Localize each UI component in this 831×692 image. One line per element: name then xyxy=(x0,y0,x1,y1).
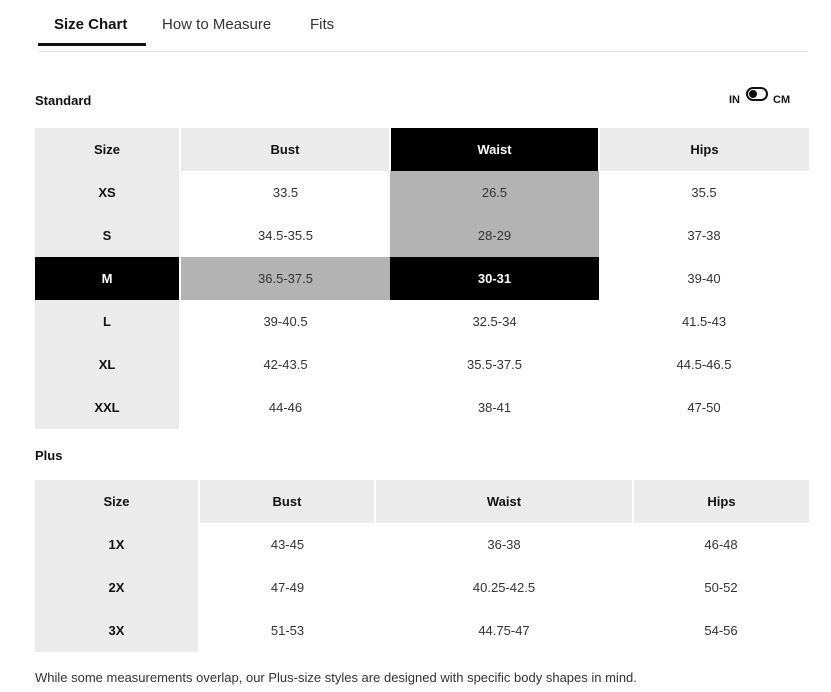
table-row xyxy=(35,523,809,566)
measurement-cell[interactable]: 42-43.5 xyxy=(180,343,390,386)
measurement-cell[interactable]: 39-40 xyxy=(687,271,721,286)
measurement-cell[interactable]: 44-46 xyxy=(180,386,390,429)
table-row xyxy=(35,300,809,343)
measurement-cell[interactable]: 28-29 xyxy=(390,214,599,257)
measurement-cell[interactable]: 51-53 xyxy=(199,609,375,652)
measurement-cell[interactable]: 44.5-46.5 xyxy=(676,357,732,372)
table-row xyxy=(35,386,809,429)
column-header-waist[interactable]: Waist xyxy=(375,480,633,523)
table-row xyxy=(35,214,809,257)
size-label-cell[interactable]: L xyxy=(35,300,180,343)
unit-label-cm[interactable]: CM xyxy=(773,94,791,106)
unit-label-in[interactable]: IN xyxy=(729,94,740,106)
measurement-cell[interactable]: 47-50 xyxy=(687,400,721,415)
measurement-cell[interactable]: 33.5 xyxy=(180,171,390,214)
plus-size-table xyxy=(35,480,809,652)
column-header-bust[interactable]: Bust xyxy=(180,128,390,171)
tab-how-to-measure[interactable]: How to Measure xyxy=(162,16,272,33)
measurement-cell[interactable]: 37-38 xyxy=(687,228,721,243)
measurement-cell[interactable]: 43-45 xyxy=(199,523,375,566)
measurement-cell[interactable]: 54-56 xyxy=(704,623,738,638)
table-row xyxy=(35,609,809,652)
measurement-cell[interactable]: 47-49 xyxy=(199,566,375,609)
column-header-bust[interactable]: Bust xyxy=(199,480,375,523)
measurement-cell[interactable]: 38-41 xyxy=(477,400,512,415)
measurement-cell[interactable]: 26.5 xyxy=(390,171,599,214)
plus-section-title: Plus xyxy=(35,448,63,463)
measurement-cell[interactable]: 35.5 xyxy=(691,185,717,200)
size-label-cell[interactable]: 2X xyxy=(35,566,199,609)
column-header-size[interactable]: Size xyxy=(35,128,180,171)
size-label-cell[interactable]: XS xyxy=(35,171,180,214)
size-footnote: While some measurements overlap, our Plus-size styles are designed with specific body shapes in mind. xyxy=(35,670,637,685)
unit-toggle-switch[interactable] xyxy=(746,87,768,101)
measurement-cell[interactable]: 32.5-34 xyxy=(472,314,517,329)
table-row xyxy=(35,343,809,386)
size-label-cell[interactable]: 3X xyxy=(35,609,199,652)
measurement-cell[interactable]: 46-48 xyxy=(704,537,738,552)
measurement-cell[interactable]: 35.5-37.5 xyxy=(467,357,522,372)
column-header-size[interactable]: Size xyxy=(35,480,199,523)
table-header-row xyxy=(35,128,809,171)
column-header-hips[interactable]: Hips xyxy=(599,128,809,171)
measurement-cell[interactable]: 34.5-35.5 xyxy=(180,214,390,257)
size-label-cell[interactable]: XXL xyxy=(35,386,180,429)
tab-fits[interactable]: Fits xyxy=(310,16,335,33)
size-label-cell[interactable]: 1X xyxy=(35,523,199,566)
measurement-cell[interactable]: 30-31 xyxy=(390,257,599,300)
table-row xyxy=(35,257,809,300)
tab-size-chart[interactable]: Size Chart xyxy=(54,16,128,33)
size-label-cell[interactable]: XL xyxy=(35,343,180,386)
measurement-cell[interactable]: 40.25-42.5 xyxy=(472,580,536,595)
measurement-cell[interactable]: 36.5-37.5 xyxy=(180,257,390,300)
size-guide-tabs xyxy=(38,0,808,52)
measurement-cell[interactable]: 50-52 xyxy=(704,580,738,595)
standard-section-title: Standard xyxy=(35,93,92,108)
table-row xyxy=(35,171,809,214)
measurement-cell[interactable]: 44.75-47 xyxy=(478,623,530,638)
size-label-cell[interactable]: M xyxy=(35,257,180,300)
column-header-hips[interactable]: Hips xyxy=(633,480,809,523)
standard-size-table xyxy=(35,128,809,429)
measurement-cell[interactable]: 41.5-43 xyxy=(681,314,727,329)
table-header-row xyxy=(35,480,809,523)
toggle-knob xyxy=(749,90,757,98)
active-tab-indicator xyxy=(38,43,146,46)
measurement-cell[interactable]: 36-38 xyxy=(487,537,521,552)
size-label-cell[interactable]: S xyxy=(35,214,180,257)
column-header-waist[interactable]: Waist xyxy=(390,128,599,171)
table-row xyxy=(35,566,809,609)
measurement-cell[interactable]: 39-40.5 xyxy=(180,300,390,343)
